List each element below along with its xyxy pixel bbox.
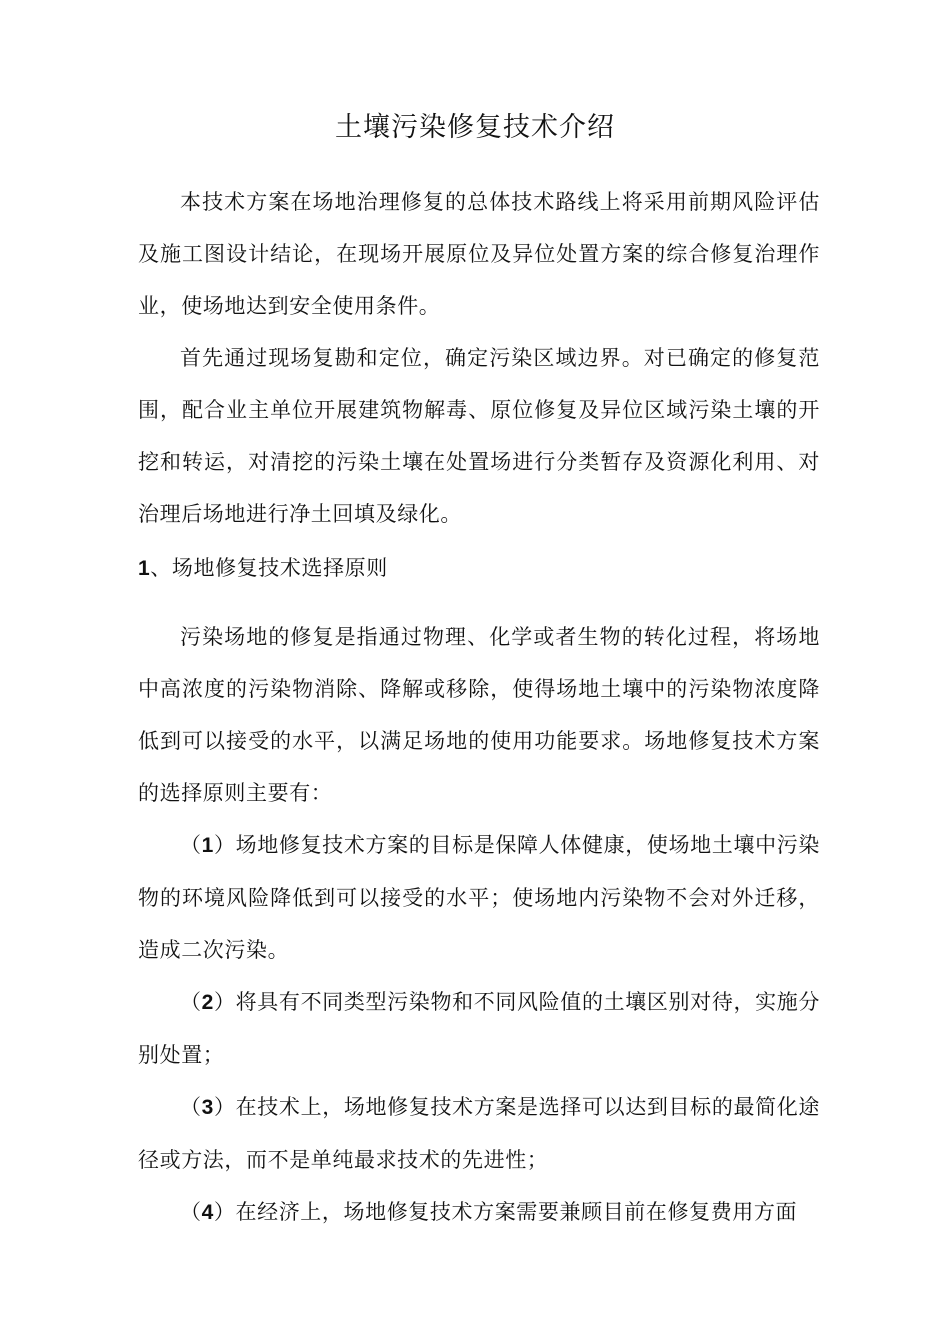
item-close-paren: ） [213, 1200, 236, 1224]
item-number: 3 [201, 1096, 214, 1119]
section-spacer [138, 595, 820, 611]
intro-paragraph-2: 首先通过现场复勘和定位，确定污染区域边界。对已确定的修复范围，配合业主单位开展建筑物解毒、原位修复及异位区域污染土壤的开挖和转运，对清挖的污染土壤在处置场进行分类暂存及资源化利用、对治理后场地进行净土回填及绿化。 [138, 346, 820, 526]
document-title: 土壤污染修复技术介绍 [335, 112, 615, 143]
intro-paragraph-1: 本技术方案在场地治理修复的总体技术路线上将采用前期风险评估及施工图设计结论，在现场开展原位及异位处置方案的综合修复治理作业，使场地达到安全使用条件。 [138, 190, 820, 318]
item-open-paren: （ [180, 990, 202, 1014]
item-number: 1 [201, 834, 214, 857]
item-close-paren: ） [213, 990, 236, 1014]
principle-item-1 [138, 819, 820, 976]
document-body [138, 176, 820, 1239]
item-open-paren: （ [180, 1200, 202, 1224]
item-number: 2 [201, 991, 214, 1014]
item-text: 将具有不同类型污染物和不同风险值的土壤区别对待，实施分别处置； [138, 990, 821, 1067]
item-text: 在技术上，场地修复技术方案是选择可以达到目标的最简化途径或方法，而不是单纯最求技术的先进性； [138, 1095, 821, 1172]
section-paragraph: 污染场地的修复是指通过物理、化学或者生物的转化过程，将场地中高浓度的污染物消除、降解或移除，使得场地土壤中的污染物浓度降低到可以接受的水平，以满足场地的使用功能要求。场地修复技术方案的选择原则主要有： [138, 625, 820, 805]
item-text: 在经济上，场地修复技术方案需要兼顾目前在修复费用方面 [235, 1200, 798, 1224]
section-heading [138, 542, 820, 595]
section-title: 、场地修复技术选择原则 [150, 556, 388, 580]
item-open-paren: （ [180, 833, 202, 857]
item-close-paren: ） [213, 1095, 236, 1119]
section-number: 1 [138, 557, 151, 580]
item-text: 场地修复技术方案的目标是保障人体健康，使场地土壤中污染物的环境风险降低到可以接受的水平；使场地内污染物不会对外迁移，造成二次污染。 [138, 833, 821, 962]
item-close-paren: ） [213, 833, 236, 857]
principle-item-4 [138, 1186, 820, 1239]
principle-item-2 [138, 976, 820, 1081]
item-open-paren: （ [180, 1095, 202, 1119]
item-number: 4 [201, 1201, 214, 1224]
principle-item-3 [138, 1081, 820, 1186]
